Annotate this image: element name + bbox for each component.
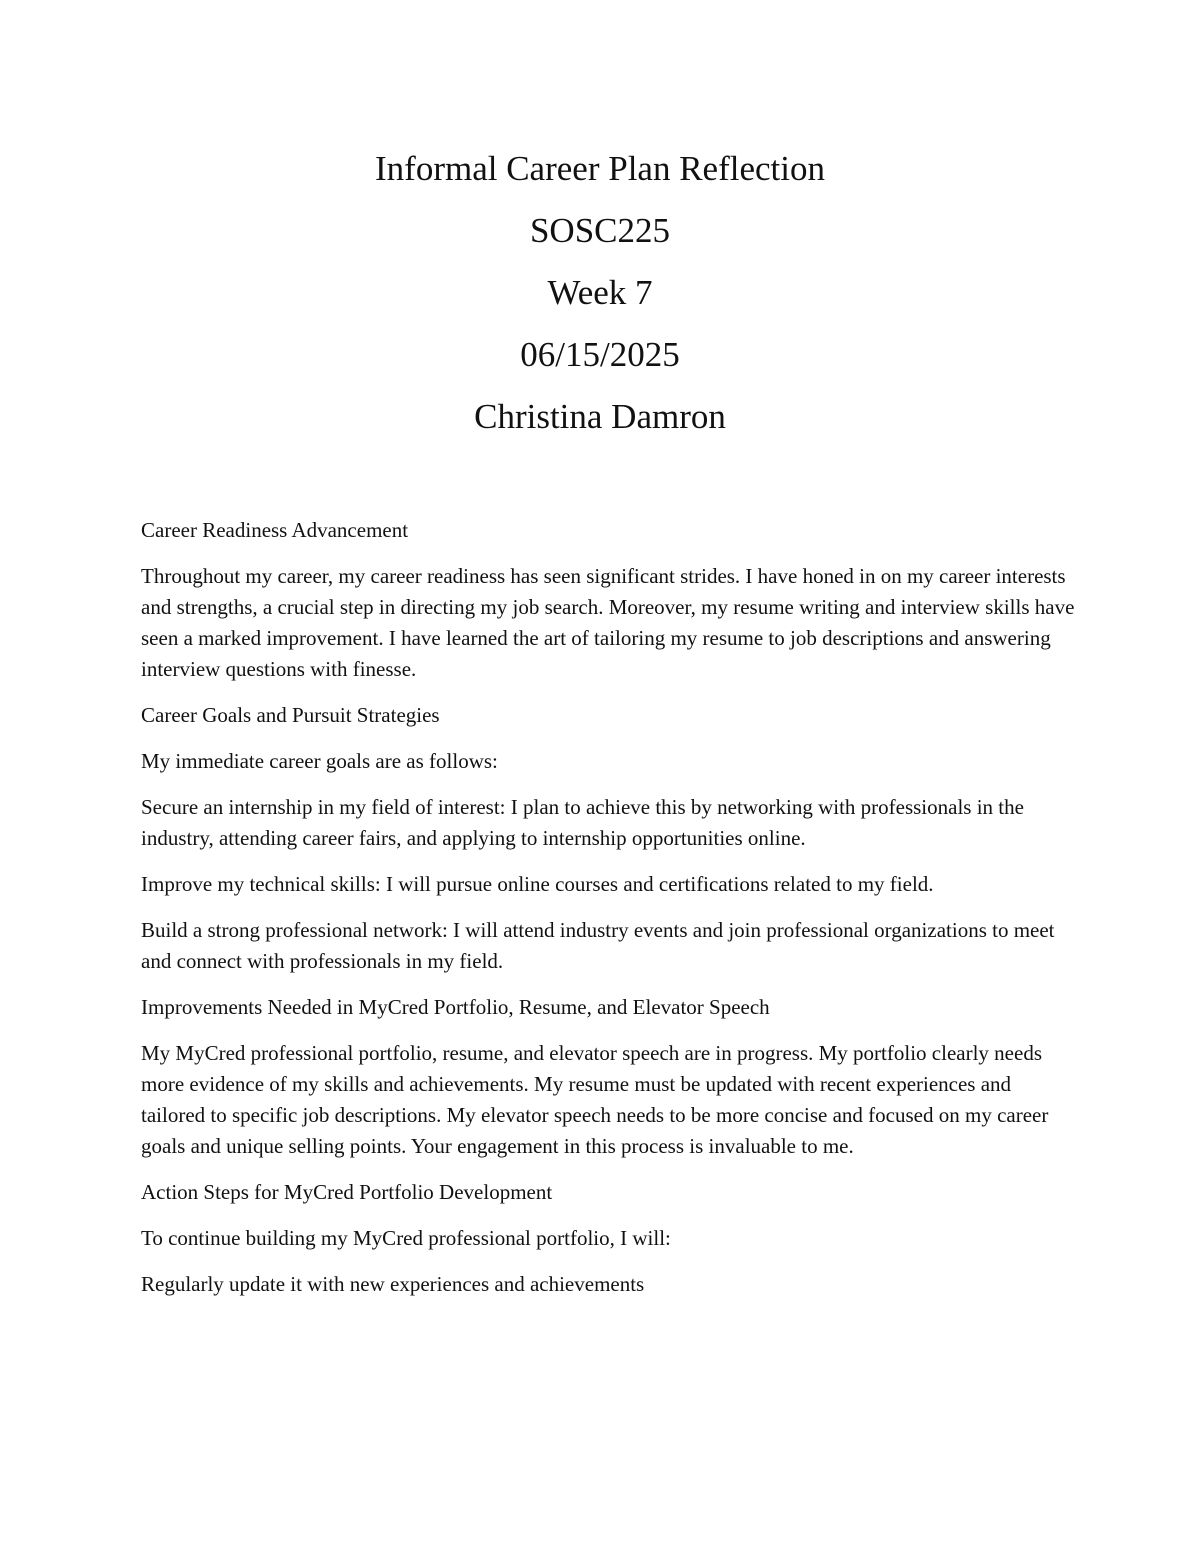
section-heading-readiness: Career Readiness Advancement (141, 518, 409, 542)
section-heading-goals: Career Goals and Pursuit Strategies (141, 703, 440, 727)
section-heading-action-steps: Action Steps for MyCred Portfolio Development (141, 1180, 553, 1204)
document-date: 06/15/2025 (520, 335, 680, 374)
week-label: Week 7 (547, 273, 653, 312)
course-code: SOSC225 (529, 211, 671, 250)
readiness-paragraph: Throughout my career, my career readiness has seen significant strides. I have honed in on my career interests and strengths, a crucial step in directing my job search. Moreover, my resume writing and interview skills have seen a marked improvement. I have learned the art of tailoring my resume to job descriptions and answering interview questions with finesse. (141, 564, 1075, 681)
improvements-paragraph: My MyCred professional portfolio, resume, and elevator speech are in progress. My portfolio clearly needs more evidence of my skills and achievements. My resume must be updated with recent experiences and tailored to specific job descriptions. My elevator speech needs to be more concise and focused on my career goals and unique selling points. Your engagement in this process is invaluable to me. (141, 1041, 1049, 1158)
goal-item: Secure an internship in my field of interest: I plan to achieve this by networking with professionals in the industry, attending career fairs, and applying to internship opportunities online. (141, 795, 1024, 850)
goal-item: Improve my technical skills: I will pursue online courses and certifications related to my field. (141, 872, 934, 896)
title-block (0, 138, 1200, 448)
goal-item: Build a strong professional network: I will attend industry events and join professional organizations to meet and connect with professionals in my field. (141, 918, 1055, 973)
action-step-item: Regularly update it with new experiences and achievements (141, 1272, 645, 1296)
section-heading-improvements: Improvements Needed in MyCred Portfolio, Resume, and Elevator Speech (141, 995, 770, 1019)
document-title: Informal Career Plan Reflection (375, 149, 825, 188)
action-steps-intro: To continue building my MyCred professional portfolio, I will: (141, 1226, 671, 1250)
author-name: Christina Damron (474, 397, 726, 436)
document-body (141, 515, 1076, 1315)
goals-intro: My immediate career goals are as follows: (141, 749, 498, 773)
